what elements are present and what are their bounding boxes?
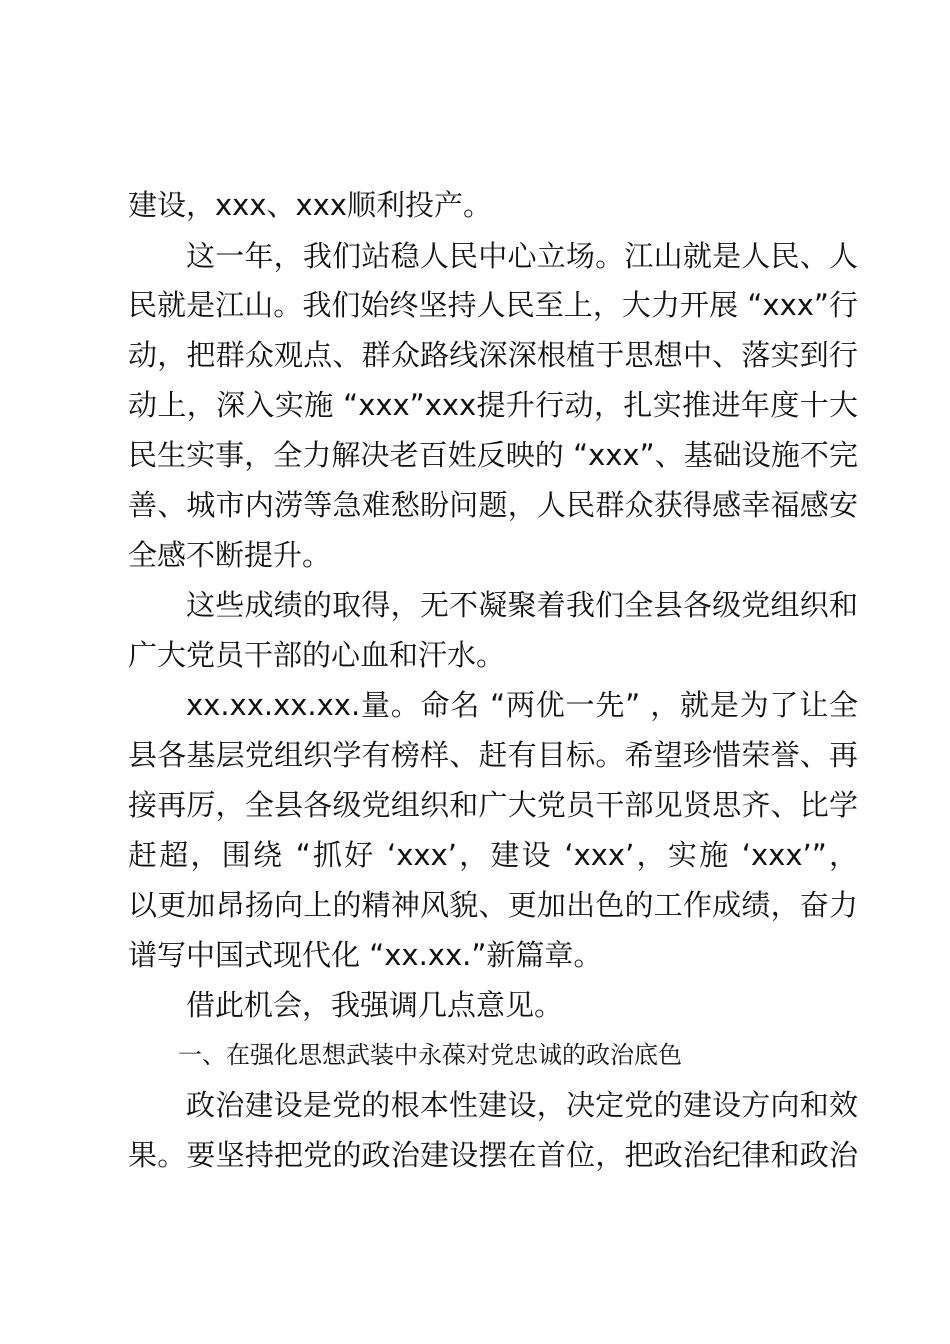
- paragraph-start: xx.xx.xx.xx.量。命名 “两优一先” ，就是为了让全: [186, 688, 858, 722]
- text-line: 果。要坚持把党的政治建设摆在首位，把政治纪律和政治: [128, 1138, 858, 1172]
- text-line: 以更加昂扬向上的精神风貌、更加出色的工作成绩，奋力: [128, 888, 858, 922]
- text-line: 接再厉，全县各级党组织和广大党员干部见贤思齐、比学: [128, 788, 858, 822]
- paragraph-start: 借此机会，我强调几点意见。: [186, 988, 564, 1022]
- text-line: 县各基层党组织学有榜样、赶有目标。希望珍惜荣誉、再: [128, 738, 858, 772]
- text-line: 赶超，围绕 “抓好 ‘xxx’，建设 ‘xxx’，实施 ‘xxx’”，: [128, 838, 858, 872]
- paragraph-start: 这一年，我们站稳人民中心立场。江山就是人民、人: [186, 239, 858, 273]
- paragraph-start: 这些成绩的取得，无不凝聚着我们全县各级党组织和: [186, 588, 858, 622]
- text-line: 善、城市内涝等急难愁盼问题，人民群众获得感幸福感安: [128, 488, 858, 522]
- text-line: 民就是江山。我们始终坚持人民至上，大力开展 “xxx”行: [128, 288, 858, 322]
- text-line: 动，把群众观点、群众路线深深根植于思想中、落实到行: [128, 338, 858, 372]
- text-line: 广大党员干部的心血和汗水。: [128, 638, 506, 672]
- text-line: 全感不断提升。: [128, 538, 332, 572]
- text-line: 民生实事，全力解决老百姓反映的 “xxx”、基础设施不完: [128, 438, 858, 472]
- section-heading: 一、在强化思想武装中永葆对党忠诚的政治底色: [178, 1041, 682, 1069]
- text-line: 动上，深入实施 “xxx”xxx提升行动，扎实推进年度十大: [128, 388, 858, 422]
- text-line: 建设，xxx、xxx顺利投产。: [128, 188, 492, 222]
- text-line: 谱写中国式现代化 “xx.xx.”新篇章。: [128, 938, 603, 972]
- paragraph-start: 政治建设是党的根本性建设，决定党的建设方向和效: [186, 1088, 858, 1122]
